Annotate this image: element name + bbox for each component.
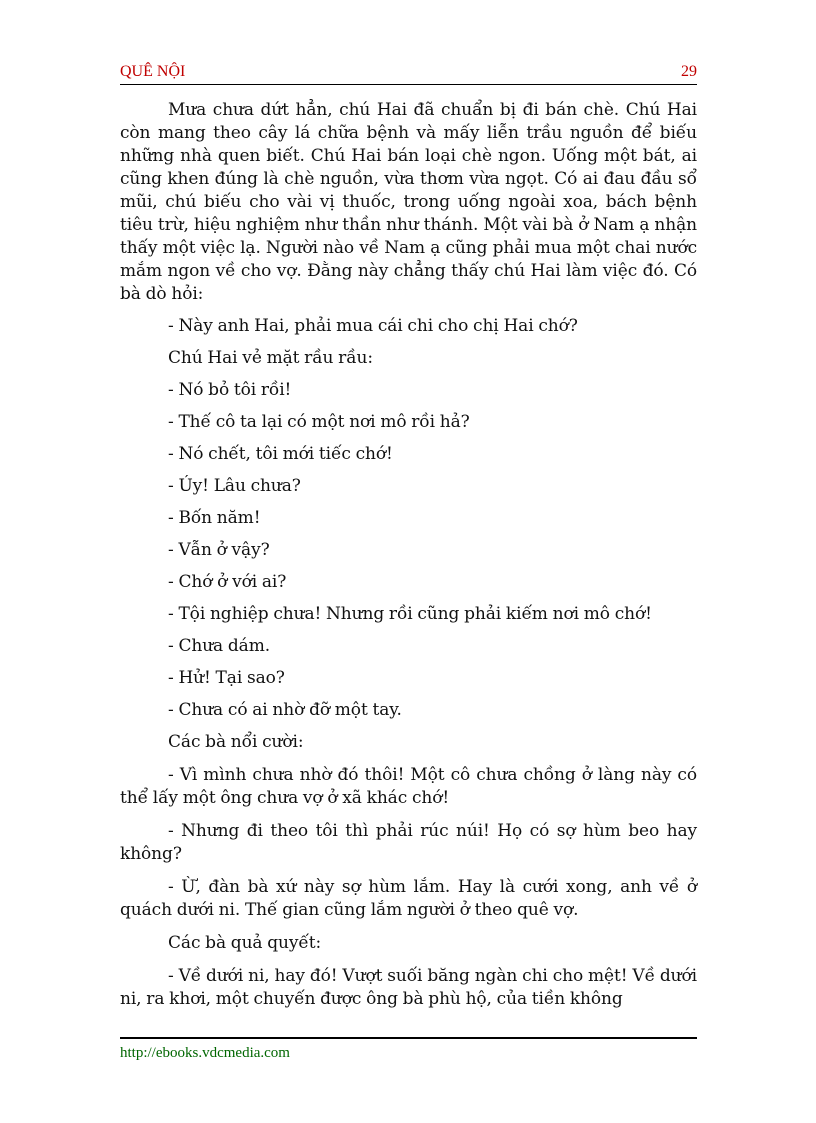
dialogue-line: - Tội nghiệp chưa! Nhưng rồi cũng phải kiếm nơi mô chớ! <box>168 604 652 624</box>
running-title: QUÊ NỘI <box>120 63 186 80</box>
dialogue-line: - Nó bỏ tôi rồi! <box>168 380 292 400</box>
paragraph: Mưa chưa dứt hẳn, chú Hai đã chuẩn bị đi bán chè. Chú Hai còn mang theo cây lá chữa bệnh và mấy liễn trầu nguồn để biếu những nhà quen biết. Chú Hai bán loại chè ngon. Uống một bát, ai cũng khen đúng là chè nguồn, vừa thơm vừa ngọt. Có ai đau đầu sổ mũi, chú biếu cho vài vị thuốc, trong uống ngoài xoa, bách bệnh tiêu trừ, hiệu nghiệm như thần như thánh. Một vài bà ở Nam ạ nhận thấy một việc lạ. Người nào về Nam ạ cũng phải mua một chai nước mắm ngon về cho vợ. Đằng này chẳng thấy chú Hai làm việc đó. Có bà dò hỏi: <box>120 100 697 304</box>
dialogue-paragraph: - Về dưới ni, hay đó! Vượt suối băng ngàn chi cho mệt! Về dưới ni, ra khơi, một chuyến được ông bà phù hộ, của tiền không <box>120 966 697 1009</box>
footer-url-link[interactable]: http://ebooks.vdcmedia.com <box>120 1045 290 1061</box>
dialogue-line: - Chưa dám. <box>168 636 271 656</box>
narration-line: Các bà nổi cười: <box>168 732 304 752</box>
footer-divider <box>120 1037 697 1039</box>
page-header <box>120 60 697 85</box>
dialogue-paragraph: - Vì mình chưa nhờ đó thôi! Một cô chưa chồng ở làng này có thể lấy một ông chưa vợ ở xã khác chớ! <box>120 765 697 808</box>
narration-line: Các bà quả quyết: <box>168 933 322 953</box>
page-number: 29 <box>681 63 697 80</box>
dialogue-paragraph: - Ừ, đàn bà xứ này sợ hùm lắm. Hay là cưới xong, anh về ở quách dưới ni. Thế gian cũng lắm người ở theo quê vợ. <box>120 877 697 920</box>
dialogue-line: - Thế cô ta lại có một nơi mô rồi hả? <box>168 412 470 432</box>
dialogue-line: - Vẫn ở vậy? <box>168 540 270 560</box>
dialogue-line: - Hử! Tại sao? <box>168 668 285 688</box>
narration-line: Chú Hai vẻ mặt rầu rầu: <box>168 348 373 368</box>
dialogue-line: - Chớ ở với ai? <box>168 572 287 592</box>
dialogue-paragraph: - Nhưng đi theo tôi thì phải rúc núi! Họ có sợ hùm beo hay không? <box>120 821 697 864</box>
dialogue-line: - Chưa có ai nhờ đỡ một tay. <box>168 700 402 720</box>
dialogue-line: - Nó chết, tôi mới tiếc chớ! <box>168 444 393 464</box>
dialogue-line: - Bốn năm! <box>168 508 261 528</box>
page-body <box>120 99 697 1011</box>
dialogue-line: - Này anh Hai, phải mua cái chi cho chị Hai chớ? <box>168 316 578 336</box>
dialogue-line: - Úy! Lâu chưa? <box>168 476 301 496</box>
